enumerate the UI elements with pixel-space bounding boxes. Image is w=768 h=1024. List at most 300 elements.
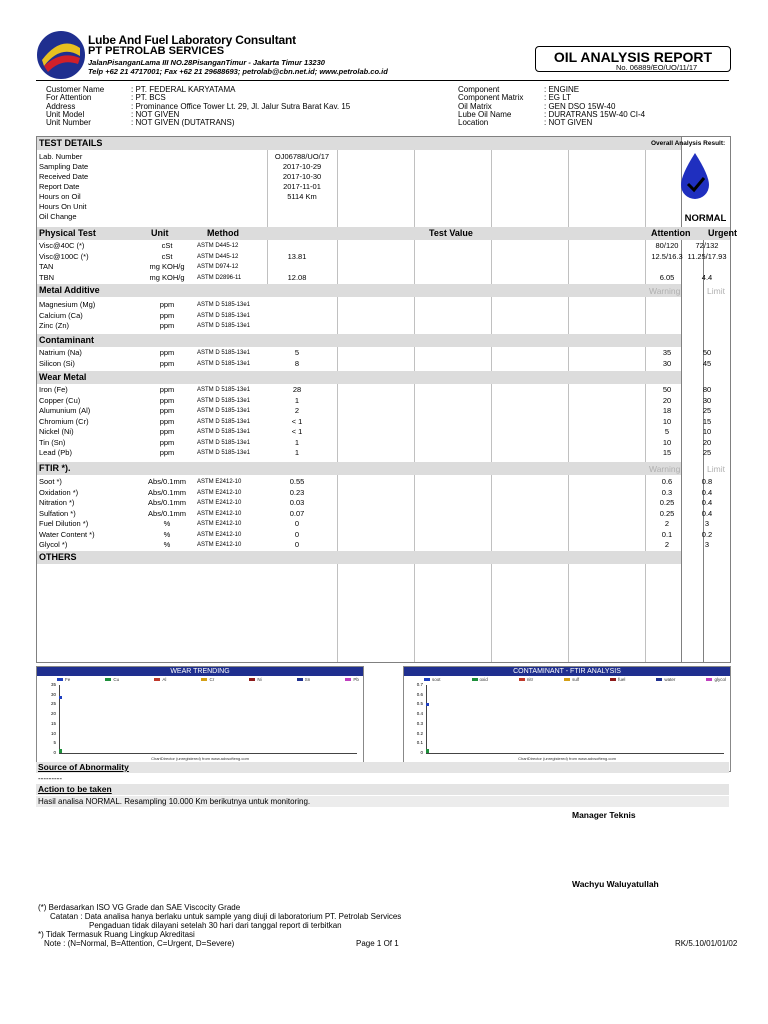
contam_chart-y-tick: 0.6 (416, 691, 423, 697)
footer-note-3: Pengaduan tidak dilayani setelah 30 hari dari tanggal report di terbitkan (89, 921, 342, 930)
attention-limit: 15 (662, 448, 672, 457)
result-name: Tin (Sn) (39, 437, 66, 447)
wear_chart-y-tick: 35 (50, 682, 56, 687)
result-unit: Abs/0.1mm (148, 477, 186, 486)
result-value: 1 (294, 395, 300, 405)
contam_chart-legend-label: oxid (479, 677, 488, 682)
result-unit: ppm (159, 358, 175, 368)
report-title: OIL ANALYSIS REPORT (553, 49, 713, 65)
urgent-limit: 0.4 (701, 508, 713, 518)
urgent-limit: 4.4 (701, 272, 713, 282)
info-value: : DURATRANS 15W-40 CI-4 (544, 109, 646, 119)
company-tagline: Lube And Fuel Laboratory Consultant (88, 33, 296, 47)
result-value: 0.55 (289, 477, 305, 486)
contam_chart-legend-item (519, 677, 533, 682)
result-row (37, 252, 730, 263)
ftir-heading: FTIR *). (37, 462, 681, 475)
signature-title: Manager Teknis (572, 810, 636, 820)
urgent-limit: 72/132 (695, 241, 719, 250)
wear_chart-plot-area (59, 685, 357, 754)
urgent-limit: 0.4 (701, 498, 713, 507)
contam_chart-legend-label: water (664, 677, 676, 682)
test-detail-value: 2017-11-01 (283, 182, 321, 191)
info-label: Unit Number (46, 118, 91, 128)
contam_chart-data-marker (426, 749, 429, 753)
result-row (37, 321, 730, 332)
test-detail-value: 2017-10-30 (282, 172, 322, 181)
wear_chart-y-tick: 25 (50, 701, 56, 707)
result-value: 0 (294, 540, 300, 549)
result-row (37, 540, 730, 551)
result-method: ASTM E2412-10 (197, 521, 242, 527)
attention-limit: 0.6 (661, 477, 673, 486)
info-value: : EG LT (544, 93, 571, 103)
info-label: Component Matrix (458, 93, 524, 103)
contam_chart-legend-item (472, 677, 488, 682)
wear_chart-y-tick: 5 (53, 740, 56, 746)
result-value: 12.08 (287, 272, 307, 282)
result-row (37, 406, 730, 417)
test-detail-label: Oil Change (39, 212, 77, 221)
contam_chart-legend-swatch (519, 678, 525, 681)
test-detail-label: Lab. Number (39, 152, 83, 161)
result-unit: ppm (159, 385, 175, 394)
abnormality-heading: Source of Abnormality (36, 762, 729, 773)
result-name: TAN (39, 262, 54, 271)
wear_chart-legend-item (57, 677, 70, 682)
result-unit: mg KOH/g (149, 262, 185, 271)
result-name: Chromium (Cr) (39, 416, 89, 426)
attention-limit: 2 (664, 519, 670, 528)
wear_chart-legend-item (105, 677, 119, 682)
result-unit: % (163, 519, 171, 528)
overall-result: NORMAL (684, 213, 727, 224)
metal-additive-heading: Metal Additive (37, 284, 681, 297)
attention-limit: 5 (664, 427, 670, 436)
attention-limit: 0.1 (661, 529, 673, 539)
result-name: Visc@40C (*) (39, 241, 85, 250)
contam_chart-footer: ChartDirector (unregistered) from www.advsofteng.com (518, 756, 616, 761)
test-detail-value: 5114 Km (287, 192, 317, 201)
result-unit: Abs/0.1mm (148, 508, 186, 518)
info-value: : NOT GIVEN (DUTATRANS) (131, 118, 235, 128)
info-value: : PT. BCS (131, 93, 166, 103)
result-name: Soot *) (39, 477, 62, 486)
test-detail-label: Hours on Oil (39, 192, 81, 201)
result-method: ASTM D 5185-13e1 (197, 429, 251, 435)
contam-chart-title: CONTAMINANT - FTIR ANALYSIS (404, 667, 730, 676)
result-row (37, 241, 730, 252)
result-method: ASTM D 5185-13e1 (197, 302, 251, 308)
result-unit: ppm (159, 437, 175, 447)
result-name: Fuel Dilution *) (39, 519, 89, 528)
info-value: : ENGINE (544, 85, 580, 94)
result-row (37, 438, 730, 449)
wear_chart-legend-item (249, 677, 261, 682)
contam_chart-y-tick: 0.2 (416, 730, 423, 736)
attention-limit: 50 (662, 385, 672, 394)
result-unit: % (163, 529, 171, 539)
wear_chart-legend-label: Al (162, 677, 167, 682)
limit-label: Limit (707, 464, 725, 474)
result-value: 1 (294, 437, 300, 447)
result-row (37, 273, 730, 284)
contam_chart-legend-swatch (610, 678, 616, 681)
limit-label: Limit (707, 286, 725, 296)
wear_chart-data-marker (59, 749, 62, 753)
info-label: Oil Matrix (458, 101, 492, 111)
info-value: : GEN DSO 15W-40 (544, 101, 616, 111)
result-method: ASTM D 5185-13e1 (197, 450, 251, 456)
footer-note-4: *) Tidak Termasuk Ruang Lingkup Akreditasi (38, 930, 195, 939)
result-row (37, 417, 730, 428)
result-value: 0 (294, 529, 300, 539)
result-name: Alumunium (Al) (39, 406, 91, 415)
result-name: Copper (Cu) (39, 395, 81, 405)
info-value: : PT. FEDERAL KARYATAMA (131, 85, 236, 94)
urgent-limit: 0.2 (701, 529, 713, 539)
wear_chart-footer: ChartDirector (unregistered) from www.advsofteng.com (151, 756, 249, 761)
result-row (37, 488, 730, 499)
urgent-limit: 30 (702, 395, 712, 405)
result-unit: ppm (159, 448, 175, 457)
col-urgent: Urgent (708, 228, 737, 238)
test-detail-label: Hours On Unit (39, 202, 87, 211)
wear_chart-y-tick: 10 (50, 730, 56, 736)
result-name: Glycol *) (39, 540, 68, 549)
result-value: 2 (294, 406, 300, 415)
wear_chart-legend-item (201, 677, 214, 682)
contam_chart-plot-area (426, 685, 724, 754)
result-unit: ppm (159, 300, 175, 309)
wear_chart-y-tick: 15 (50, 720, 56, 726)
contam_chart-legend-label: soot (432, 677, 441, 682)
result-unit: mg KOH/g (149, 272, 185, 282)
info-label: Component (458, 85, 500, 94)
wear_chart-legend-label: Sn (304, 677, 311, 682)
urgent-limit: 0.8 (701, 477, 713, 486)
wear_chart-legend-label: Fe (65, 677, 71, 682)
action-heading: Action to be taken (36, 784, 729, 795)
result-unit: ppm (159, 310, 175, 320)
result-method: ASTM D974-12 (197, 264, 239, 270)
result-value: 0.23 (289, 487, 305, 497)
result-method: ASTM E2412-10 (197, 542, 242, 548)
wear_chart-y-tick: 20 (50, 711, 56, 717)
test-detail-row (37, 162, 730, 173)
wear_chart-legend-item (297, 677, 311, 682)
urgent-limit: 10 (702, 427, 712, 436)
result-name: Water Content *) (39, 529, 95, 539)
contam_chart-legend-item (656, 677, 675, 682)
contam_chart-legend-label: fuel (618, 677, 626, 682)
footer-note-2: Catatan : Data analisa hanya berlaku untuk sample yang diuji di laboratorium PT. Petrolab Services (50, 912, 402, 921)
result-method: ASTM D445-12 (197, 253, 239, 260)
abnormality-text: --------- (38, 774, 62, 783)
contaminant-heading: Contaminant (37, 334, 681, 347)
others-heading: OTHERS (37, 551, 681, 564)
result-name: Visc@100C (*) (39, 251, 89, 261)
urgent-limit: 25 (702, 406, 712, 415)
attention-limit: 0.3 (661, 487, 673, 497)
result-value: 1 (294, 448, 300, 457)
test-detail-row (37, 182, 730, 193)
form-code: RK/5.10/01/01/02 (675, 939, 738, 948)
wear_chart-legend-label: Cu (113, 677, 120, 682)
attention-limit: 0.25 (659, 508, 675, 518)
result-method: ASTM E2412-10 (197, 489, 242, 496)
contam_chart-y-tick: 0.4 (416, 711, 423, 717)
urgent-limit: 0.4 (701, 487, 713, 497)
wear-trending-chart (36, 666, 364, 772)
contam_chart-y-tick: 0 (420, 750, 423, 755)
result-value: 5 (294, 348, 300, 357)
test-detail-row (37, 202, 730, 213)
contam_chart-legend-label: nitr (526, 677, 534, 682)
attention-limit: 18 (662, 406, 672, 415)
contam_chart-legend-label: sulf (572, 677, 580, 682)
result-unit: ppm (159, 427, 175, 436)
company-address: JalanPisanganLama III NO.28PisanganTimur - Jakarta Timur 13230 (88, 58, 325, 67)
result-name: Nickel (Ni) (39, 427, 74, 436)
test-detail-row (37, 152, 730, 163)
contam_chart-y-tick: 0.5 (416, 701, 423, 707)
wear_chart-y-tick: 30 (50, 691, 56, 697)
result-method: ASTM D 5185-13e1 (197, 439, 251, 446)
result-value: 0 (294, 519, 300, 528)
attention-limit: 6.05 (659, 272, 675, 282)
wear_chart-legend-label: Pb (353, 677, 359, 682)
action-text: Hasil analisa NORMAL. Resampling 10.000 Km berikutnya untuk monitoring. (36, 796, 729, 807)
result-unit: cSt (161, 251, 173, 261)
company-name: PT PETROLAB SERVICES (88, 45, 225, 57)
contam_chart-legend-item (610, 677, 625, 682)
test-detail-row (37, 192, 730, 203)
result-row (37, 348, 730, 359)
contam_chart-data-marker (426, 703, 429, 706)
test-detail-label: Sampling Date (39, 162, 89, 171)
contam_chart-legend-item (706, 677, 726, 682)
result-name: Sulfation *) (39, 508, 76, 518)
result-name: Calcium (Ca) (39, 310, 83, 320)
result-row (37, 427, 730, 438)
result-value: 0.03 (289, 498, 305, 507)
overall-result-label: Overall Analysis Result: (651, 140, 726, 147)
col-unit: Unit (151, 228, 169, 238)
info-label: Address (46, 101, 76, 111)
urgent-limit: 25 (702, 448, 712, 457)
normal-drop-icon (675, 151, 715, 201)
wear_chart-data-marker (59, 696, 62, 699)
attention-limit: 35 (662, 348, 672, 357)
result-method: ASTM E2412-10 (197, 510, 242, 517)
contaminant-ftir-chart (403, 666, 731, 772)
wear_chart-legend-swatch (105, 678, 111, 681)
result-row (37, 311, 730, 322)
result-method: ASTM D 5185-13e1 (197, 397, 251, 404)
contam_chart-legend-swatch (472, 678, 478, 681)
result-row (37, 477, 730, 488)
footer-note-1: (*) Berdasarkan ISO VG Grade dan SAE Viscocity Grade (38, 903, 241, 912)
contam_chart-y-tick: 0.7 (416, 682, 423, 687)
contam_chart-legend (424, 677, 726, 682)
info-label: Customer Name (46, 85, 105, 94)
attention-limit: 20 (662, 395, 672, 405)
attention-limit: 0.25 (659, 498, 675, 507)
company-logo (36, 30, 86, 80)
result-unit: ppm (159, 395, 175, 405)
attention-limit: 10 (662, 437, 672, 447)
result-method: ASTM D 5185-13e1 (197, 360, 251, 367)
result-unit: cSt (161, 241, 173, 250)
results-table (36, 136, 737, 663)
result-value: 28 (292, 385, 302, 394)
urgent-limit: 45 (702, 358, 712, 368)
wear_chart-legend-label: Cr (209, 677, 215, 682)
test-detail-row (37, 172, 730, 183)
result-value: 13.81 (287, 251, 307, 261)
result-unit: ppm (159, 321, 175, 330)
wear_chart-y-tick: 0 (53, 750, 56, 755)
result-method: ASTM D 5185-13e1 (197, 323, 251, 329)
wear-chart-title: WEAR TRENDING (37, 667, 363, 676)
test-detail-label: Received Date (39, 172, 89, 181)
urgent-limit: 3 (704, 540, 710, 549)
info-value: : Prominance Office Tower Lt. 29, Jl. Jalur Sutra Barat Kav. 15 (131, 101, 351, 111)
result-unit: % (163, 540, 171, 549)
result-method: ASTM D 5185-13e1 (197, 408, 251, 414)
wear_chart-legend-swatch (297, 678, 303, 681)
contam_chart-legend-swatch (706, 678, 712, 681)
urgent-limit: 50 (702, 348, 712, 357)
wear_chart-legend-swatch (57, 678, 63, 681)
report-number: No. 06889/EO/UO/11/17 (616, 63, 698, 72)
result-value: 8 (294, 358, 300, 368)
test-detail-value: OJ06788/UO/17 (274, 152, 330, 161)
result-name: Zinc (Zn) (39, 321, 69, 330)
col-test-value: Test Value (429, 228, 473, 238)
result-unit: ppm (159, 348, 175, 357)
page-number: Page 1 Of 1 (356, 939, 399, 948)
result-row (37, 262, 730, 273)
result-value: 0.07 (289, 508, 305, 518)
wear_chart-legend (57, 677, 359, 682)
result-method: ASTM D445-12 (197, 243, 239, 249)
result-name: Iron (Fe) (39, 385, 68, 394)
urgent-limit: 15 (702, 416, 712, 426)
test-detail-row (37, 212, 730, 223)
result-value: < 1 (291, 427, 303, 436)
result-name: Magnesium (Mg) (39, 300, 96, 309)
company-contact: Telp +62 21 4717001; Fax +62 21 29688693; petrolab@cbn.net.id; www.petrolab.co.id (88, 67, 388, 76)
header-divider (36, 80, 729, 81)
signature-name: Wachyu Waluyatullah (572, 879, 659, 889)
contam_chart-legend-item (424, 677, 441, 682)
contam_chart-y-tick: 0.1 (416, 740, 423, 746)
result-method: ASTM D 5185-13e1 (197, 312, 251, 319)
col-physical-test: Physical Test (39, 228, 96, 238)
info-value: : NOT GIVEN (544, 118, 593, 128)
urgent-limit: 80 (702, 385, 712, 394)
wear_chart-legend-item (154, 677, 166, 682)
result-row (37, 448, 730, 459)
attention-limit: 80/120 (655, 241, 679, 250)
contam_chart-legend-item (564, 677, 579, 682)
result-method: ASTM E2412-10 (197, 479, 242, 485)
contam_chart-legend-swatch (656, 678, 662, 681)
wear_chart-legend-swatch (249, 678, 255, 681)
result-row (37, 509, 730, 520)
contam_chart-legend-swatch (564, 678, 570, 681)
result-method: ASTM E2412-10 (197, 500, 242, 506)
result-row (37, 396, 730, 407)
result-method: ASTM D 5185-13e1 (197, 387, 251, 393)
info-label: Unit Model (46, 109, 85, 119)
result-unit: ppm (159, 416, 175, 426)
info-label: Location (458, 118, 489, 128)
result-name: Natrium (Na) (39, 348, 82, 357)
attention-limit: 2 (664, 540, 670, 549)
result-name: Oxidation *) (39, 487, 79, 497)
result-name: Nitration *) (39, 498, 75, 507)
info-label: For Attention (46, 93, 92, 103)
wear_chart-legend-swatch (345, 678, 351, 681)
test-detail-label: Report Date (39, 182, 80, 191)
wear_chart-legend-swatch (201, 678, 207, 681)
result-name: Silicon (Si) (39, 358, 75, 368)
col-method: Method (207, 228, 239, 238)
attention-limit: 30 (662, 358, 672, 368)
result-row (37, 519, 730, 530)
wear_chart-legend-item (345, 677, 359, 682)
contam_chart-y-tick: 0.3 (416, 720, 423, 726)
urgent-limit: 11.25/17.93 (687, 251, 727, 261)
result-method: ASTM D 5185-13e1 (197, 350, 251, 356)
result-method: ASTM D2896-11 (197, 274, 242, 281)
result-row (37, 498, 730, 509)
wear-metal-heading: Wear Metal (37, 371, 681, 384)
result-method: ASTM E2412-10 (197, 531, 242, 538)
result-name: Lead (Pb) (39, 448, 72, 457)
footer-legend-note: Note : (N=Normal, B=Attention, C=Urgent, D=Severe) (44, 939, 235, 948)
wear_chart-legend-label: Ni (257, 677, 262, 682)
result-row (37, 300, 730, 311)
result-row (37, 359, 730, 370)
warning-label: Warning (649, 464, 681, 474)
wear_chart-legend-swatch (154, 678, 160, 681)
attention-limit: 10 (662, 416, 672, 426)
result-value: < 1 (291, 416, 303, 426)
test-detail-value: 2017-10-29 (282, 162, 322, 171)
urgent-limit: 20 (702, 437, 712, 447)
physical-test-header (37, 227, 737, 240)
attention-limit: 12.5/16.3 (651, 251, 683, 261)
result-row (37, 530, 730, 541)
contam_chart-legend-swatch (424, 678, 430, 681)
result-unit: Abs/0.1mm (148, 487, 186, 497)
info-value: : NOT GIVEN (131, 109, 180, 119)
test-details-heading: TEST DETAILS (37, 137, 681, 150)
col-attention: Attention (651, 228, 691, 238)
urgent-limit: 3 (704, 519, 710, 528)
info-label: Lube Oil Name (458, 109, 512, 119)
result-method: ASTM D 5185-13e1 (197, 418, 251, 425)
result-unit: ppm (159, 406, 175, 415)
result-name: TBN (39, 272, 54, 282)
result-unit: Abs/0.1mm (148, 498, 186, 507)
contam_chart-legend-label: glycol (714, 677, 726, 682)
result-row (37, 385, 730, 396)
